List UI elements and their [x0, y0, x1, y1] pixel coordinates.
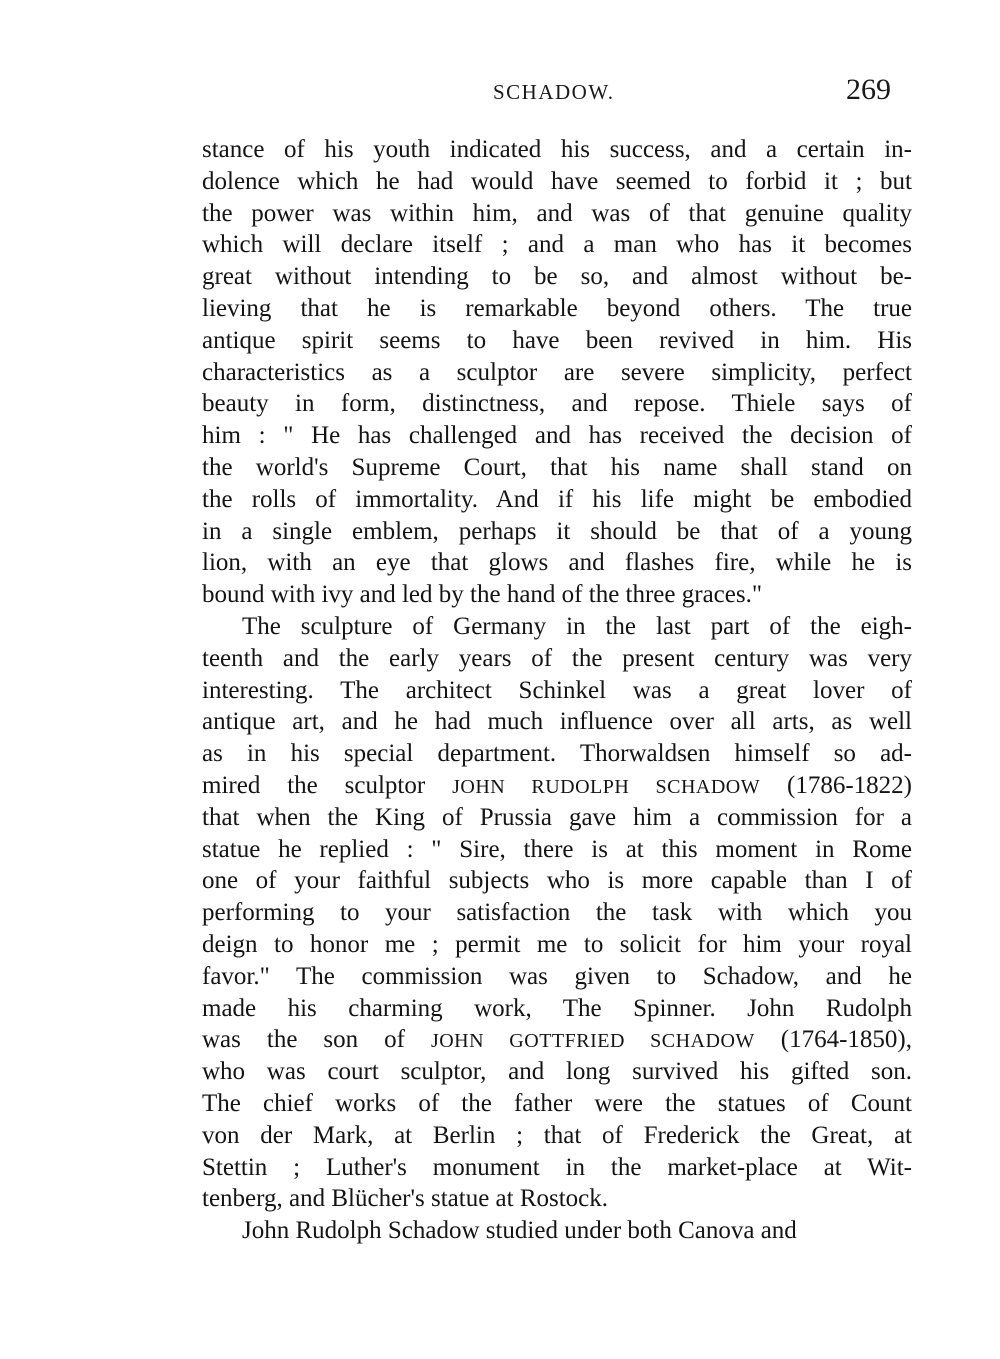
paragraph-first-line: The sculpture of Germany in the last part of the eigh-: [242, 612, 912, 640]
text-line: in a single emblem, perhaps it should be that of a young: [202, 517, 912, 545]
text-line: deign to honor me ; permit me to solicit for him your royal: [202, 930, 912, 958]
text-line: stance of his youth indicated his success, and a certain in-: [202, 136, 912, 163]
paragraph-last-line: bound with ivy and led by the hand of the three graces.": [202, 581, 763, 609]
text-line: dolence which he had would have seemed to forbid it ; but: [202, 167, 912, 195]
text-line: characteristics as a sculptor are severe simplicity, perfect: [202, 358, 912, 386]
text-line: Stettin ; Luther's monument in the market-place at Wit-: [202, 1153, 912, 1181]
running-title: SCHADOW.: [493, 80, 615, 104]
text-line: performing to your satisfaction the task with which you: [202, 899, 912, 927]
text-line: lieving that he is remarkable beyond others. The true: [202, 294, 912, 322]
line-text: (1786-1822): [760, 771, 912, 799]
text-line: antique spirit seems to have been revived in him. His: [202, 326, 912, 354]
text-line: statue he replied : " Sire, there is at this moment in Rome: [202, 835, 912, 863]
page-number: 269: [846, 73, 891, 106]
text-line: the rolls of immortality. And if his life might be embodied: [202, 485, 912, 513]
paragraph-last-line: tenberg, and Blücher's statue at Rostock.: [202, 1185, 609, 1213]
text-line: lion, with an eye that glows and flashes fire, while he is: [202, 549, 912, 577]
paragraph-first-line: John Rudolph Schadow studied under both Canova and: [242, 1217, 797, 1245]
text-line: beauty in form, distinctness, and repose. Thiele says of: [202, 390, 912, 418]
line-text: mired the sculptor: [202, 771, 453, 799]
text-line: one of your faithful subjects who is more capable than I of: [202, 867, 912, 895]
small-caps-name: JOHN GOTTFRIED SCHADOW: [430, 1030, 755, 1053]
text-line: which will declare itself ; and a man who has it becomes: [202, 231, 912, 259]
text-line: him : " He has challenged and has received the decision of: [202, 422, 912, 450]
body-text: [202, 134, 912, 1247]
text-line: as in his special department. Thorwaldsen himself so ad-: [202, 740, 912, 768]
text-line: antique art, and he had much influence over all arts, as well: [202, 708, 912, 736]
text-line: The chief works of the father were the statues of Count: [202, 1089, 912, 1117]
text-line: [202, 770, 912, 802]
text-line: von der Mark, at Berlin ; that of Frederick the Great, at: [202, 1121, 912, 1149]
text-line: teenth and the early years of the present century was very: [202, 644, 912, 672]
text-line: that when the King of Prussia gave him a commission for a: [202, 803, 912, 831]
text-line: the world's Supreme Court, that his name shall stand on: [202, 453, 912, 481]
text-line: [202, 1024, 912, 1056]
text-line: the power was within him, and was of that genuine quality: [202, 199, 912, 227]
small-caps-name: JOHN RUDOLPH SCHADOW: [452, 775, 761, 798]
line-text: (1764-1850),: [754, 1026, 912, 1054]
text-line: great without intending to be so, and almost without be-: [202, 263, 912, 291]
text-line: made his charming work, The Spinner. John Rudolph: [202, 994, 912, 1022]
text-line: who was court sculptor, and long survived his gifted son.: [202, 1058, 912, 1086]
text-line: favor." The commission was given to Schadow, and he: [202, 962, 912, 990]
text-line: interesting. The architect Schinkel was a great lover of: [202, 676, 912, 704]
line-text: was the son of: [202, 1026, 431, 1054]
